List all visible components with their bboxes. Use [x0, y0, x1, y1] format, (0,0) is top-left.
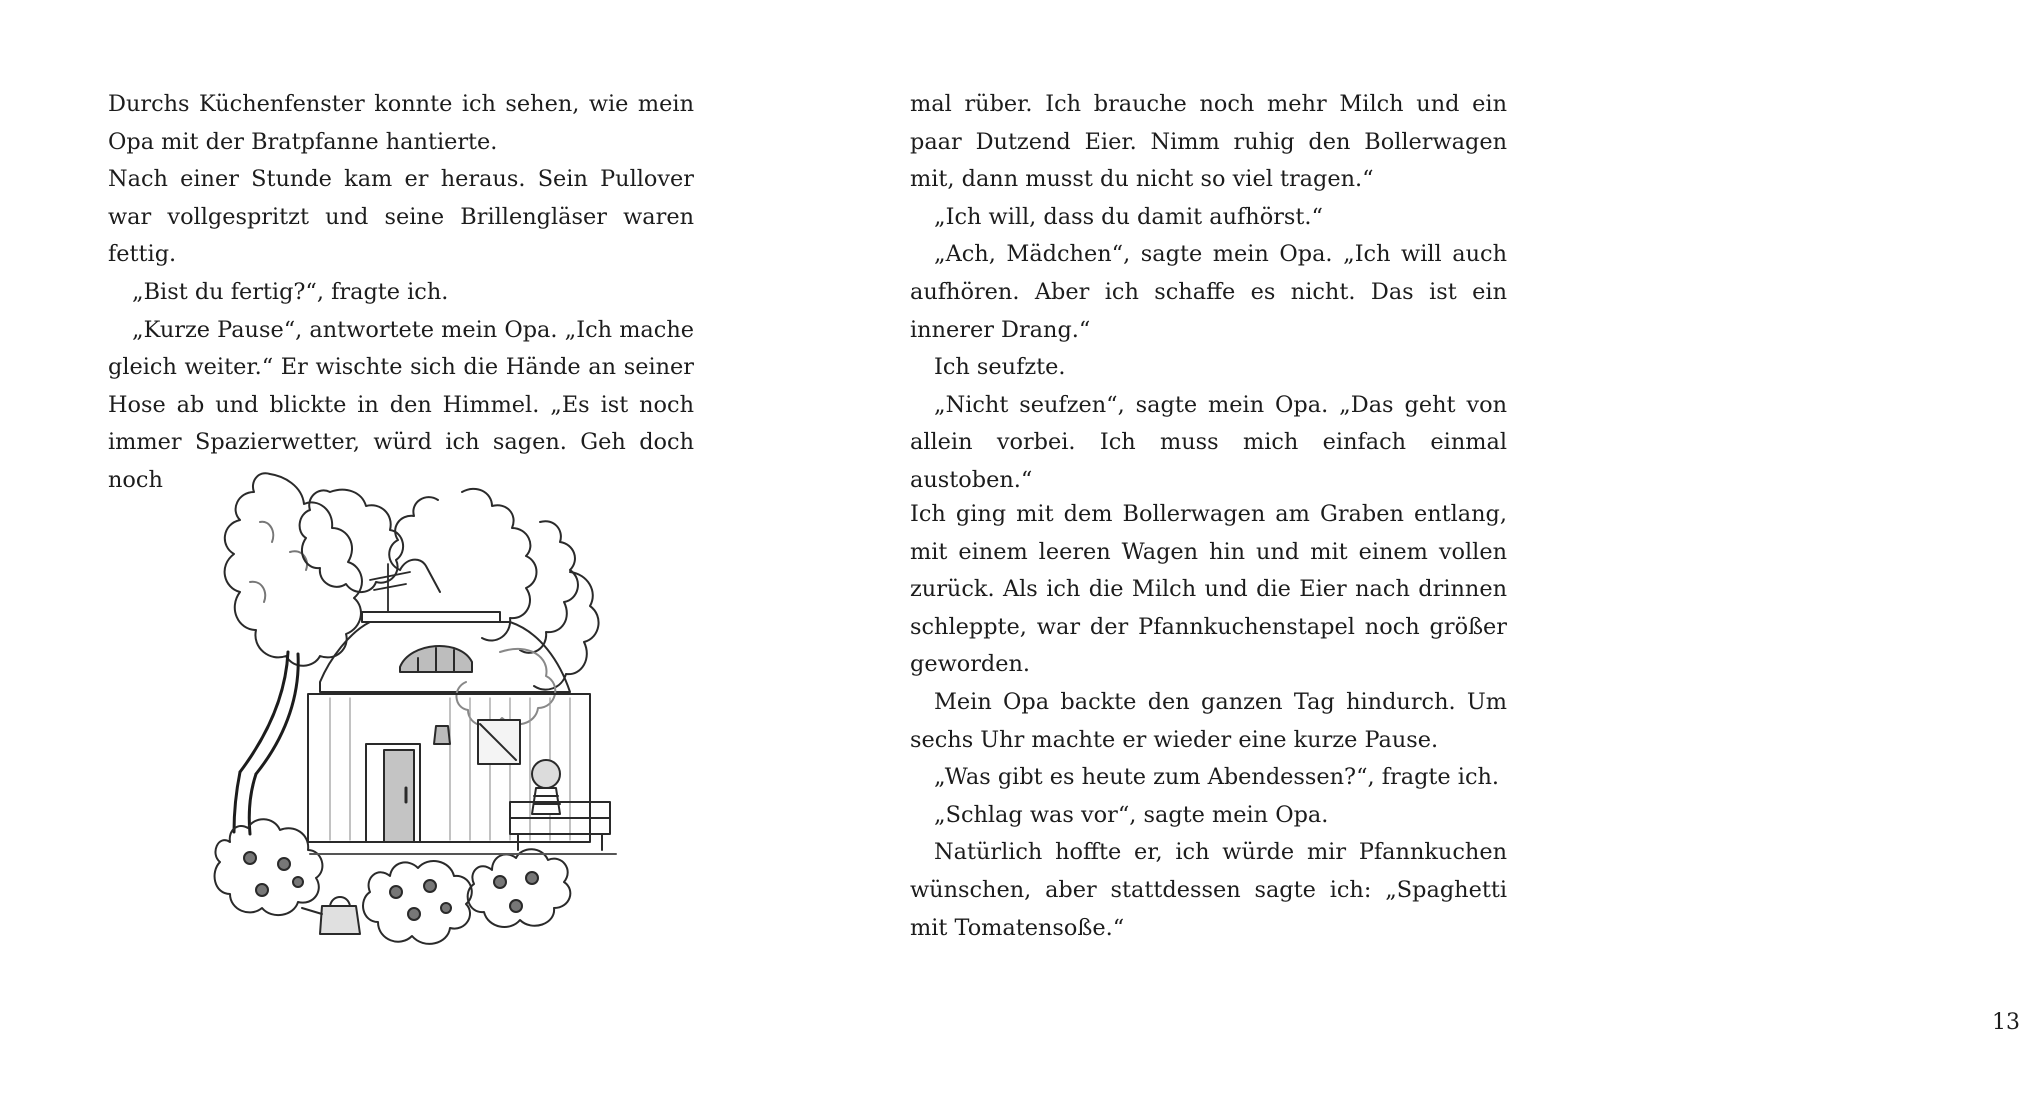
paragraph: „Nicht seufzen“, sagte mein Opa. „Das geht von allein vorbei. Ich muss mich einfach einmal austoben.“: [910, 391, 1507, 493]
paragraph: „Ich will, dass du damit aufhörst.“: [934, 203, 1323, 230]
left-page-text: [108, 86, 694, 500]
paragraph: „Ach, Mädchen“, sagte mein Opa. „Ich will auch aufhören. Aber ich schaffe es nicht. Das ist ein innerer Drang.“: [910, 241, 1507, 343]
paragraph: „Schlag was vor“, sagte mein Opa.: [934, 801, 1329, 828]
right-page: [800, 0, 2020, 1117]
paragraph: Mein Opa backte den ganzen Tag hindurch. Um sechs Uhr machte er wieder eine kurze Pause.: [910, 688, 1507, 753]
paragraph: „Bist du fertig?“, fragte ich.: [132, 278, 449, 305]
page-number: 13: [1992, 1010, 2020, 1035]
right-page-text-top: [910, 86, 1507, 500]
right-page-text-bottom: [910, 496, 1507, 947]
left-page: [0, 0, 800, 1117]
paragraph: „Was gibt es heute zum Abendessen?“, fragte ich.: [934, 764, 1500, 791]
paragraph: Ich seufzte.: [934, 354, 1066, 381]
paragraph: „Kurze Pause“, antwortete mein Opa. „Ich mache gleich weiter.“ Er wischte sich die Hände an seiner Hose ab und blickte in den Himmel. „Es ist noch immer Spazierwetter, würd ich sagen. Geh doch noch: [108, 316, 694, 493]
paragraph: mal rüber. Ich brauche noch mehr Milch und ein paar Dutzend Eier. Nimm ruhig den Bollerwagen mit, dann musst du nicht so viel tragen.“: [910, 91, 1507, 193]
paragraph: Ich ging mit dem Bollerwagen am Graben entlang, mit einem leeren Wagen hin und mit einem vollen zurück. Als ich die Milch und die Eier nach drinnen schleppte, war der Pfannkuchenstapel noch größer geworden.: [910, 501, 1507, 678]
paragraph: Natürlich hoffte er, ich würde mir Pfannkuchen wünschen, aber stattdessen sagte ich: „Spaghetti mit Tomatensoße.“: [910, 839, 1507, 941]
paragraph: Nach einer Stunde kam er heraus. Sein Pullover war vollgespritzt und seine Brillengläser waren fettig.: [108, 166, 694, 268]
house-garden-illustration-icon: [210, 462, 650, 974]
paragraph: Durchs Küchenfenster konnte ich sehen, wie mein Opa mit der Bratpfanne hantierte.: [108, 91, 694, 155]
